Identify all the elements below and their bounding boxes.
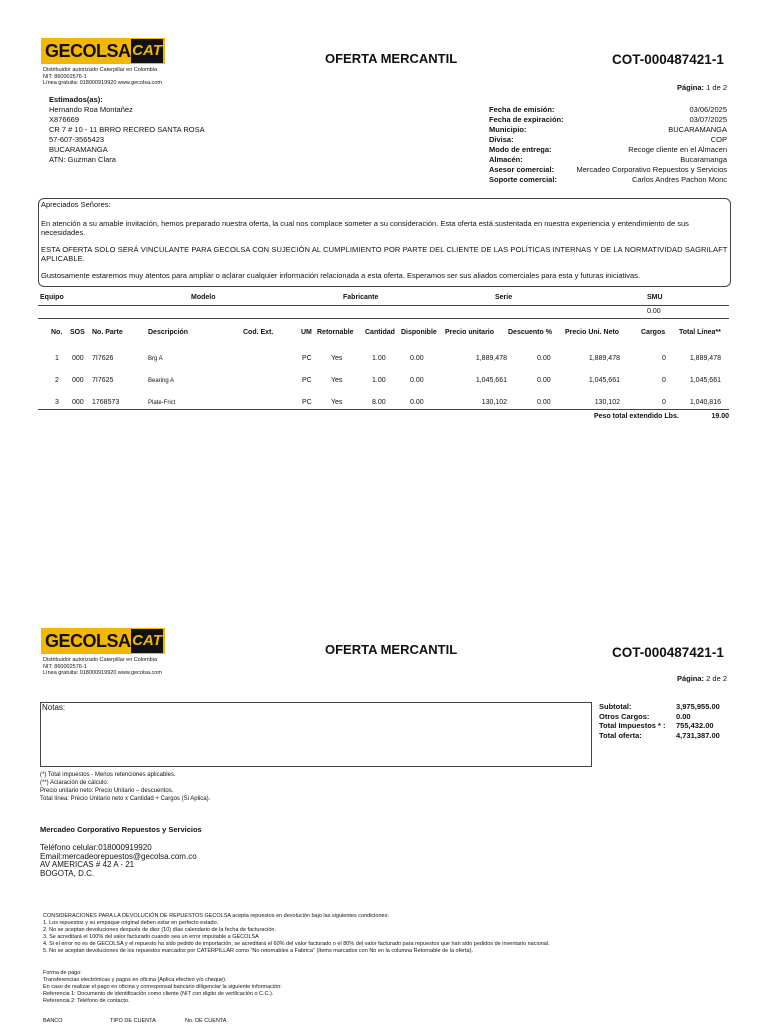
weight-value: 19.00 [711,413,729,420]
info-row: Divisa: COP [489,135,727,144]
equip-header-equipo: Equipo [40,294,64,301]
gecolsa-cat-logo: GECOLSA CAT [41,38,165,64]
page-title: OFERTA MERCANTIL [325,51,458,66]
smu-value: 0.00 [647,308,661,315]
info-row: Asesor comercial: Mercadeo Corporativo Repuestos y Servicios [489,165,727,174]
payment-info: Forma de pago: Transferencias electrónicas y pagos en oficina (Aplica efectivo y/o cheque). En caso de realizar el pago en oficina y corresponsal bancario diligenciar la siguiente información: Referencia 1: Documento de identificación como cliente (NIT con dígito de verificación o C.C.). Referencia 2: Teléfono de contacto. [43,970,282,1004]
equip-header-modelo: Modelo [191,294,216,301]
table-row: 3 000 1768573 Plate-Frict PC Yes 8.00 0.00 130,102 0.00 130,102 0 1,040,816 [55,399,721,406]
totals-row: Subtotal: 3,975,955.00 [599,702,720,711]
divider [38,305,729,306]
quote-number: COT-000487421-1 [612,52,724,67]
page-number: Página: 2 de 2 [676,674,727,683]
info-row: Modo de entrega: Recoge cliente en el Almacen [489,145,727,154]
totals-row: Otros Cargos: 0.00 [599,711,691,721]
info-row: Fecha de emisión: 03/06/2025 [489,105,727,114]
weight-label: Peso total extendido Lbs. [594,413,679,420]
divider [38,409,729,410]
info-row: Fecha de expiración: 03/07/2025 [489,115,727,124]
distributor-info: Distribuidor autorizado Caterpillar en Colombia NIT: 860002576-1 Línea gratuita: 018000919920 www.gecolsa.com [43,657,162,676]
bank-header-type: TIPO DE CUENTA [110,1018,156,1024]
page-number: Página: 1 de 2 [676,83,727,92]
totals-row: Total oferta: 4,731,387.00 [599,730,720,740]
table-row: 2 000 7I7625 Bearing A PC Yes 1.00 0.00 1,045,661 0.00 1,045,661 0 1,045,661 [55,377,721,384]
return-conditions: CONSIDERACIONES PARA LA DEVOLUCIÓN DE REPUESTOS GECOLSA acepta repuestos en devolución bajo las siguientes condiciones: 1. Los repuestos y su empaque original deben estar en perfecto estado. 2. No se aceptan devoluciones después de diez (10) días calendario de la fecha de facturación. 3. Se acreditará el 100% del valor facturado cuando sea un error imputable a GECOLSA 4. Si el error no es de GECOLSA y el repuesto ha sido pedido de importación, se acreditará el 60% del valor facturado o el 80% del valor facturado para repuestos que han sido pedidos de inventario nacional. 5. No se aceptan devoluciones de los repuestos marcados por CATERPILLAR como "No retornables a Fabrica" (ítems marcados con No en la columna Retornable de la oferta). [43,913,550,954]
items-header: No. SOS No. Parte Descripción Cod. Ext. UM Retornable Cantidad Disponible Precio unitario Descuento % Precio Uni. Neto Cargos Total Línea** [51,329,721,336]
totals-block [599,702,727,740]
distributor-info: Distribuidor autorizado Caterpillar en Colombia NIT: 860002576-1 Línea gratuita: 018000919920 www.gecolsa.com [43,67,162,86]
equip-header-smu: SMU [647,294,663,301]
equip-header-serie: Serie [495,294,513,301]
quote-number: COT-000487421-1 [612,645,724,660]
intro-box: Apreciados Señores: En atención a su amable invitación, hemos preparado nuestra oferta, la cual nos complace someter a su consideración. Esta oferta está sustentada en nuestra experiencia y entendimiento de sus necesidades. ESTA OFERTA SOLO SERÁ VINCULANTE PARA GECOLSA CON SUJECIÓN AL CUMPLIMIENTO POR PARTE DEL CLIENTE DE LAS POLÍTICAS INTERNAS Y DE LA NORMATIVIDAD SAGRILAFT APLICABLE. Gustosamente estaremos muy atentos para ampliar o aclarar cualquier información relacionada a esta oferta. Esperamos ser sus aliados comerciales para esta y futuras iniciativas. [38,198,731,287]
bank-header-account: No. DE CUENTA [185,1018,227,1024]
info-row: Soporte comercial: Carlos Andres Pachon Monc [489,175,727,184]
contact-info: Teléfono celular:018000919920 Email:mercadeorepuestos@gecolsa.com.co AV AMERICAS # 42 A - 21 BOGOTA, D.C. [40,843,197,878]
gecolsa-cat-logo: GECOLSA CAT [41,628,165,654]
quote-info-block [489,105,727,185]
page-title: OFERTA MERCANTIL [325,642,458,657]
table-row: 1 000 7I7626 Brg A PC Yes 1.00 0.00 1,889,478 0.00 1,889,478 0 1,889,478 [55,355,721,362]
info-row: Municipio: BUCARAMANGA [489,125,727,134]
info-row: Almacén: Bucaramanga [489,155,727,164]
client-block: Estimados(as): Hernando Roa Montañez X876669 CR 7 # 10 - 11 BRRO RECREO SANTA ROSA 57-607-3565423 BUCARAMANGA ATN: Guzman Clara [49,95,205,164]
bank-headers: BANCO [43,1018,63,1024]
contact-name: Mercadeo Corporativo Repuestos y Servicios [40,825,202,834]
equip-header-fabricante: Fabricante [343,294,379,301]
footnotes: (*) Total impuestos - Menos retenciones aplicables. (**) Aclaración de cálculo: Precio unitario neto: Precio Unitario – descuentos. Total línea: Precio Unitario neto x Cantidad + Cargos (Si Aplica). [40,772,211,802]
divider [38,318,729,319]
totals-row: Total Impuestos * : 755,432.00 [599,721,714,730]
notes-box: Notas: [40,702,592,767]
